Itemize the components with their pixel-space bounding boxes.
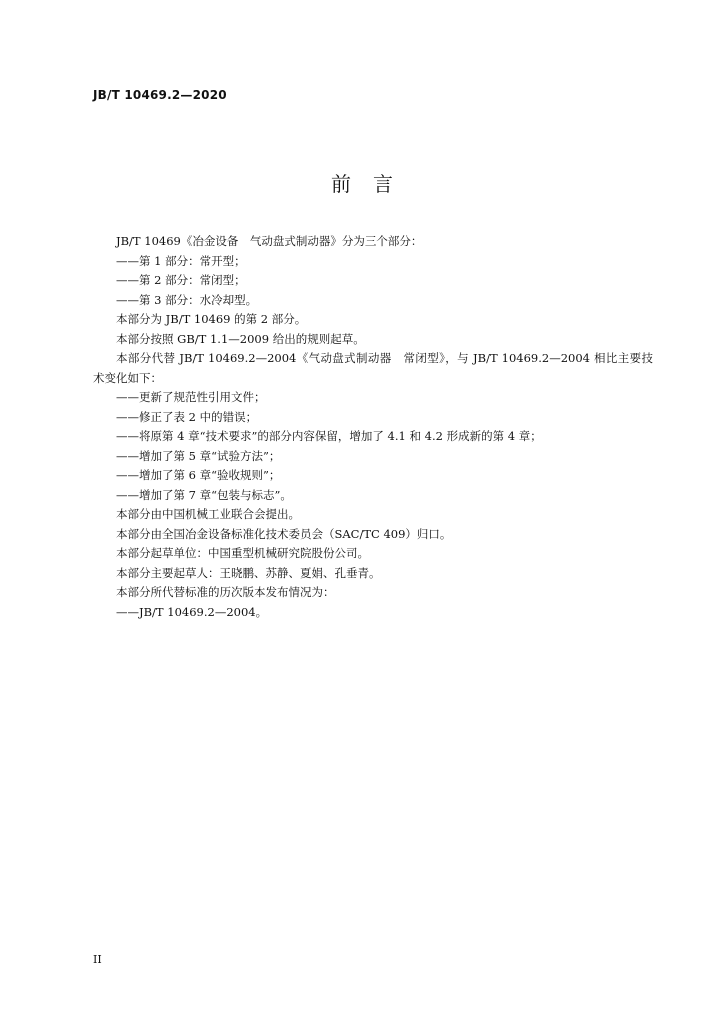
list-item-change-5: ——增加了第 6 章“验收规则”； (116, 468, 281, 482)
list-item-part-2: ——第 2 部分：常闭型； (116, 273, 246, 287)
list-item-change-6: ——增加了第 7 章“包装与标志”。 (116, 487, 292, 502)
paragraph-replaces: 本部分代替 JB/T 10469.2—2004《气动盘式制动器 常闭型》，与 JB/T 10469.2—2004 相比主要技术变化如下： (93, 351, 653, 385)
foreword-body (93, 232, 653, 622)
list-item-previous-edition: ——JB/T 10469.2—2004。 (116, 604, 268, 619)
paragraph-previous-editions: 本部分所代替标准的历次版本发布情况为： (116, 585, 335, 599)
paragraph-drafters: 本部分主要起草人：王晓鹏、苏静、夏娟、孔垂青。 (116, 565, 381, 580)
paragraph-under-jurisdiction: 本部分由全国冶金设备标准化技术委员会（SAC/TC 409）归口。 (116, 526, 452, 541)
paragraph-drafting-unit: 本部分起草单位：中国重型机械研究院股份公司。 (116, 546, 369, 560)
list-item-change-3: ——将原第 4 章“技术要求”的部分内容保留，增加了 4.1 和 4.2 形成新的第 4 章； (116, 429, 542, 443)
list-item-change-2: ——修正了表 2 中的错误； (116, 409, 258, 424)
list-item-part-1: ——第 1 部分：常开型； (116, 253, 246, 268)
list-item-part-3: ——第 3 部分：水冷却型。 (116, 292, 258, 307)
standard-number: JB/T 10469.2—2020 (93, 88, 227, 102)
list-item-change-1: ——更新了规范性引用文件； (116, 390, 266, 404)
page-number: II (93, 953, 102, 966)
paragraph-part-number: 本部分为 JB/T 10469 的第 2 部分。 (116, 312, 307, 326)
list-item-change-4: ——增加了第 5 章“试验方法”； (116, 448, 281, 463)
paragraph-drafting-rules: 本部分按照 GB/T 1.1—2009 给出的规则起草。 (116, 331, 365, 346)
paragraph-intro: JB/T 10469《冶金设备 气动盘式制动器》分为三个部分： (116, 234, 423, 248)
paragraph-proposed-by: 本部分由中国机械工业联合会提出。 (116, 507, 300, 521)
page-title: 前言 (331, 172, 415, 196)
